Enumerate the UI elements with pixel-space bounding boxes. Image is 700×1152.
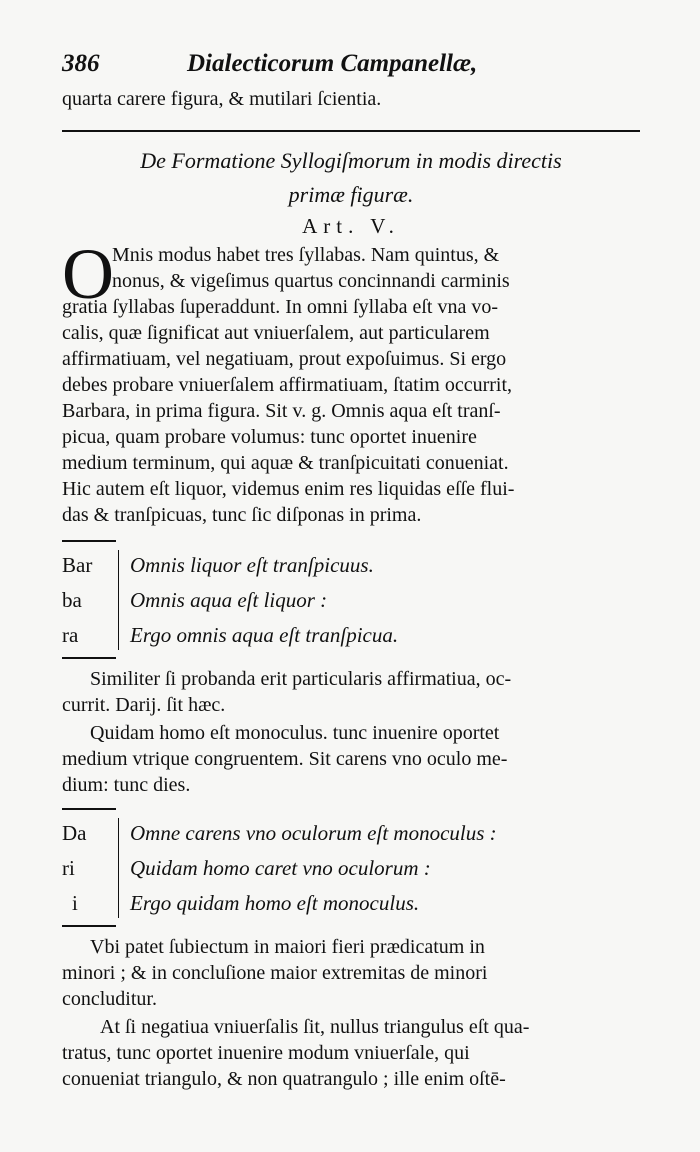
- paragraph-line: gratia ſyllabas ſuperaddunt. In omni ſyllaba eſt vna vo-: [62, 296, 498, 318]
- premise-major: Omne carens vno oculorum eſt monoculus :: [130, 821, 497, 845]
- horizontal-rule: [62, 130, 640, 132]
- paragraph-line: nonus, & vigeſimus quartus concinnandi carminis: [112, 270, 510, 292]
- syllogism-rule: [62, 808, 116, 810]
- paragraph-line: medium terminum, qui aquæ & tranſpicuitati conueniat.: [62, 452, 509, 474]
- premise-minor: Quidam homo caret vno oculorum :: [130, 856, 431, 880]
- syllable-bar: Bar: [62, 553, 93, 577]
- paragraph-line: debes probare vniuerſalem affirmatiuam, ſtatim occurrit,: [62, 374, 513, 396]
- syllogism-divider: [118, 550, 119, 650]
- syllable-ri: ri: [62, 856, 75, 880]
- syllable-da: Da: [62, 821, 87, 845]
- running-title: Dialecticorum Campanellæ,: [187, 50, 478, 77]
- paragraph-line: Similiter ſi probanda erit particularis affirmatiua, oc-: [90, 668, 512, 690]
- syllogism-rule: [62, 657, 116, 659]
- syllogism-rule: [62, 925, 116, 927]
- paragraph-line: calis, quæ ſignificat aut vniuerſalem, aut particularem: [62, 322, 490, 344]
- paragraph-line: Vbi patet ſubiectum in maiori fieri prædicatum in: [90, 936, 485, 958]
- page-header: [62, 50, 662, 78]
- paragraph-line: tratus, tunc oportet inuenire modum vniuerſale, qui: [62, 1042, 470, 1064]
- paragraph-line: At ſi negatiua vniuerſalis ſit, nullus triangulus eſt qua-: [100, 1016, 530, 1038]
- premise-minor: Omnis aqua eſt liquor :: [130, 588, 328, 612]
- paragraph-line: Quidam homo eſt monoculus. tunc inuenire oportet: [90, 722, 500, 744]
- syllable-ra: ra: [62, 623, 79, 647]
- syllable-i: i: [72, 891, 78, 915]
- section-title-line2: primæ figuræ.: [288, 182, 414, 207]
- conclusion: Ergo quidam homo eſt monoculus.: [130, 891, 420, 915]
- paragraph-line: dium: tunc dies.: [62, 774, 191, 796]
- paragraph-line: minori ; & in concluſione maior extremitas de minori: [62, 962, 488, 984]
- paragraph-line: conueniat triangulo, & non quatrangulo ; ille enim oſtē-: [62, 1068, 506, 1090]
- paragraph-line: currit. Darij. ſit hæc.: [62, 694, 226, 716]
- paragraph-line: affirmatiuam, vel negatiuam, prout expoſuimus. Si ergo: [62, 348, 507, 370]
- article-heading: Art. V.: [302, 214, 400, 238]
- paragraph-line: medium vtrique congruentem. Sit carens vno oculo me-: [62, 748, 508, 770]
- text-line: quarta carere figura, & mutilari ſcientia.: [62, 88, 382, 110]
- paragraph-line: Mnis modus habet tres ſyllabas. Nam quintus, &: [112, 244, 500, 266]
- syllable-ba: ba: [62, 588, 82, 612]
- syllogism-rule: [62, 540, 116, 542]
- paragraph-line: das & tranſpicuas, tunc ſic diſponas in prima.: [62, 504, 422, 526]
- paragraph-line: Barbara, in prima figura. Sit v. g. Omnis aqua eſt tranſ-: [62, 400, 501, 422]
- section-title-line1: De Formatione Syllogiſmorum in modis directis: [140, 148, 562, 173]
- premise-major: Omnis liquor eſt tranſpicuus.: [130, 553, 374, 577]
- page-number: 386: [62, 50, 100, 77]
- paragraph-line: concluditur.: [62, 988, 157, 1010]
- drop-cap: O: [62, 234, 114, 314]
- paragraph-line: Hic autem eſt liquor, videmus enim res liquidas eſſe flui-: [62, 478, 515, 500]
- conclusion: Ergo omnis aqua eſt tranſpicua.: [130, 623, 399, 647]
- paragraph-line: picua, quam probare volumus: tunc oportet inuenire: [62, 426, 477, 448]
